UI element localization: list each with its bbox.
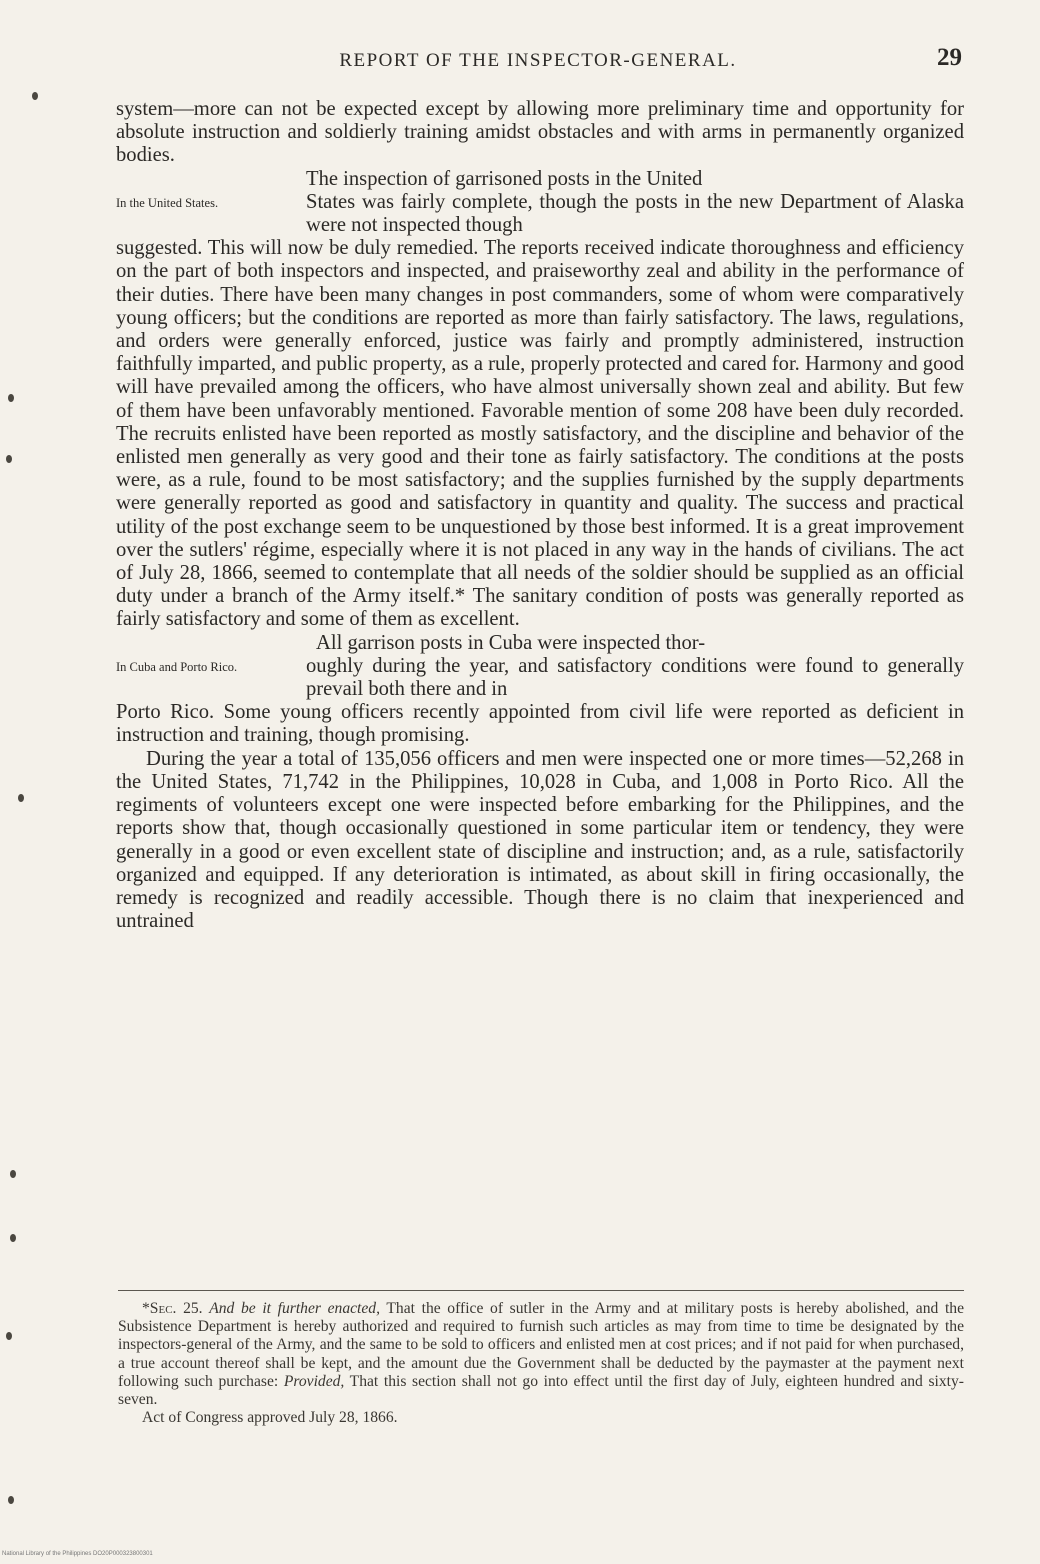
paragraph-3-side-text: oughly during the year, and satisfactory conditions were found to generally prevail both there and in	[306, 654, 964, 701]
binding-hole-mark	[8, 394, 14, 402]
margin-note-united-states: In the United States.	[116, 195, 219, 210]
margin-note-cuba-porto-rico: In Cuba and Porto Rico.	[116, 659, 238, 674]
paragraph-2-intro-text: The inspection of garrisoned posts in the United	[306, 167, 703, 190]
binding-hole-mark	[32, 92, 38, 100]
footnote-marker: *Sec. 25.	[142, 1300, 203, 1317]
paragraph-2-side-text: States was fairly complete, though the posts in the new Department of Alaska were not inspected though	[306, 190, 964, 237]
footnote-italic-lead: And be it further enacted,	[209, 1300, 381, 1317]
binding-hole-mark	[10, 1170, 16, 1178]
binding-hole-mark	[6, 1332, 12, 1340]
paragraph-3-intro-text: All garrison posts in Cuba were inspected thor-	[316, 631, 706, 654]
binding-hole-mark	[18, 794, 24, 802]
footnote-sec-25	[118, 1300, 964, 1409]
binding-hole-mark	[6, 455, 12, 463]
paragraph-2-intro	[116, 168, 964, 191]
paragraph-1: system—more can not be expected except by allowing more preliminary time and opportunity for absolute instruction and soldierly training amidst obstacles and with arms in permanently organized bodies.	[116, 98, 964, 167]
footnote-text-part2: That this section shall not go into effect until the first day of July, eighteen hundred and sixty-seven.	[118, 1372, 964, 1409]
footnote-italic-provided: Provided,	[283, 1372, 345, 1390]
binding-hole-mark	[10, 1234, 16, 1242]
footnote-divider	[118, 1290, 964, 1291]
footnote-citation: Act of Congress approved July 28, 1866.	[142, 1409, 398, 1427]
body-text	[116, 98, 964, 933]
paragraph-3-rest: Porto Rico. Some young officers recently appointed from civil life were reported as deficient in instruction and training, though promising.	[116, 701, 964, 747]
page-number: 29	[937, 44, 962, 71]
page-header	[110, 44, 966, 78]
paragraph-4: During the year a total of 135,056 officers and men were inspected one or more times—52,268 in the United States, 71,742 in the Philippines, 10,028 in Cuba, and 1,008 in Porto Rico. All the regiments of volunteers except one were inspected before embarking for the Philippines, and the reports show that, though occasionally questioned in some particular item or tendency, they were generally in a good or even excellent state of discipline and instruction; and, as a rule, satisfactorily organized and equipped. If any deterioration is intimated, as about skill in firing occasionally, the remedy is recognized and readily accessible. Though there is no claim that inexperienced and untrained	[116, 747, 964, 933]
paragraph-3-intro	[116, 632, 964, 655]
scan-credit: National Library of the Philippines DO20P000323800301	[2, 1551, 153, 1557]
paragraph-2-rest: suggested. This will now be duly remedied. The reports received indicate thoroughness and efficiency on the part of both inspectors and inspected, and praiseworthy zeal and ability in the performance of their duties. There have been many changes in post commanders, some of whom were comparatively young officers; but the conditions are reported as more than fairly satisfactory. The laws, regulations, and orders were generally enforced, justice was fairly and promptly administered, instruction faithfully imparted, and public property, as a rule, properly protected and cared for. Harmony and good will have prevailed among the officers, who have almost universally shown zeal and ability. But few of them have been unfavorably mentioned. Favorable mention of some 208 have been duly recorded. The recruits enlisted have been reported as mostly satisfactory, and the discipline and behavior of the enlisted men generally as very good and their tone as fairly satisfactory. The conditions at the posts were, as a rule, found to be most satisfactory; and the supplies furnished by the supply departments were generally reported as good and satisfactory in quantity and quality. The success and practical utility of the post exchange seem to be unquestioned by those best informed. It is a great improvement over the sutlers' régime, especially where it is not placed in any way in the hands of civilians. The act of July 28, 1866, seemed to contemplate that all needs of the soldier should be supplied as an official duty under a branch of the Army itself.* The sanitary condition of posts was generally reported as fairly satisfactory and some of them as excellent.	[116, 237, 964, 631]
footnote-block	[118, 1300, 964, 1427]
footnote-text-part1: That the office of sutler in the Army and at military posts is hereby abolished, and the Subsistence Department is hereby authorized and required to furnish such articles as may from time to time be designated by the inspectors-general of the Army, and the same to be sold to officers and enlisted men at cost prices; and if not paid for when purchased, a true account thereof shall be kept, and the amount due the Government shall be deducted by the paymaster at the payment next following such purchase:	[118, 1300, 964, 1390]
binding-hole-mark	[8, 1496, 14, 1504]
paragraph-2-side-block	[116, 191, 964, 237]
paragraph-3-side-block	[116, 655, 964, 701]
running-head: REPORT OF THE INSPECTOR-GENERAL.	[339, 50, 737, 71]
